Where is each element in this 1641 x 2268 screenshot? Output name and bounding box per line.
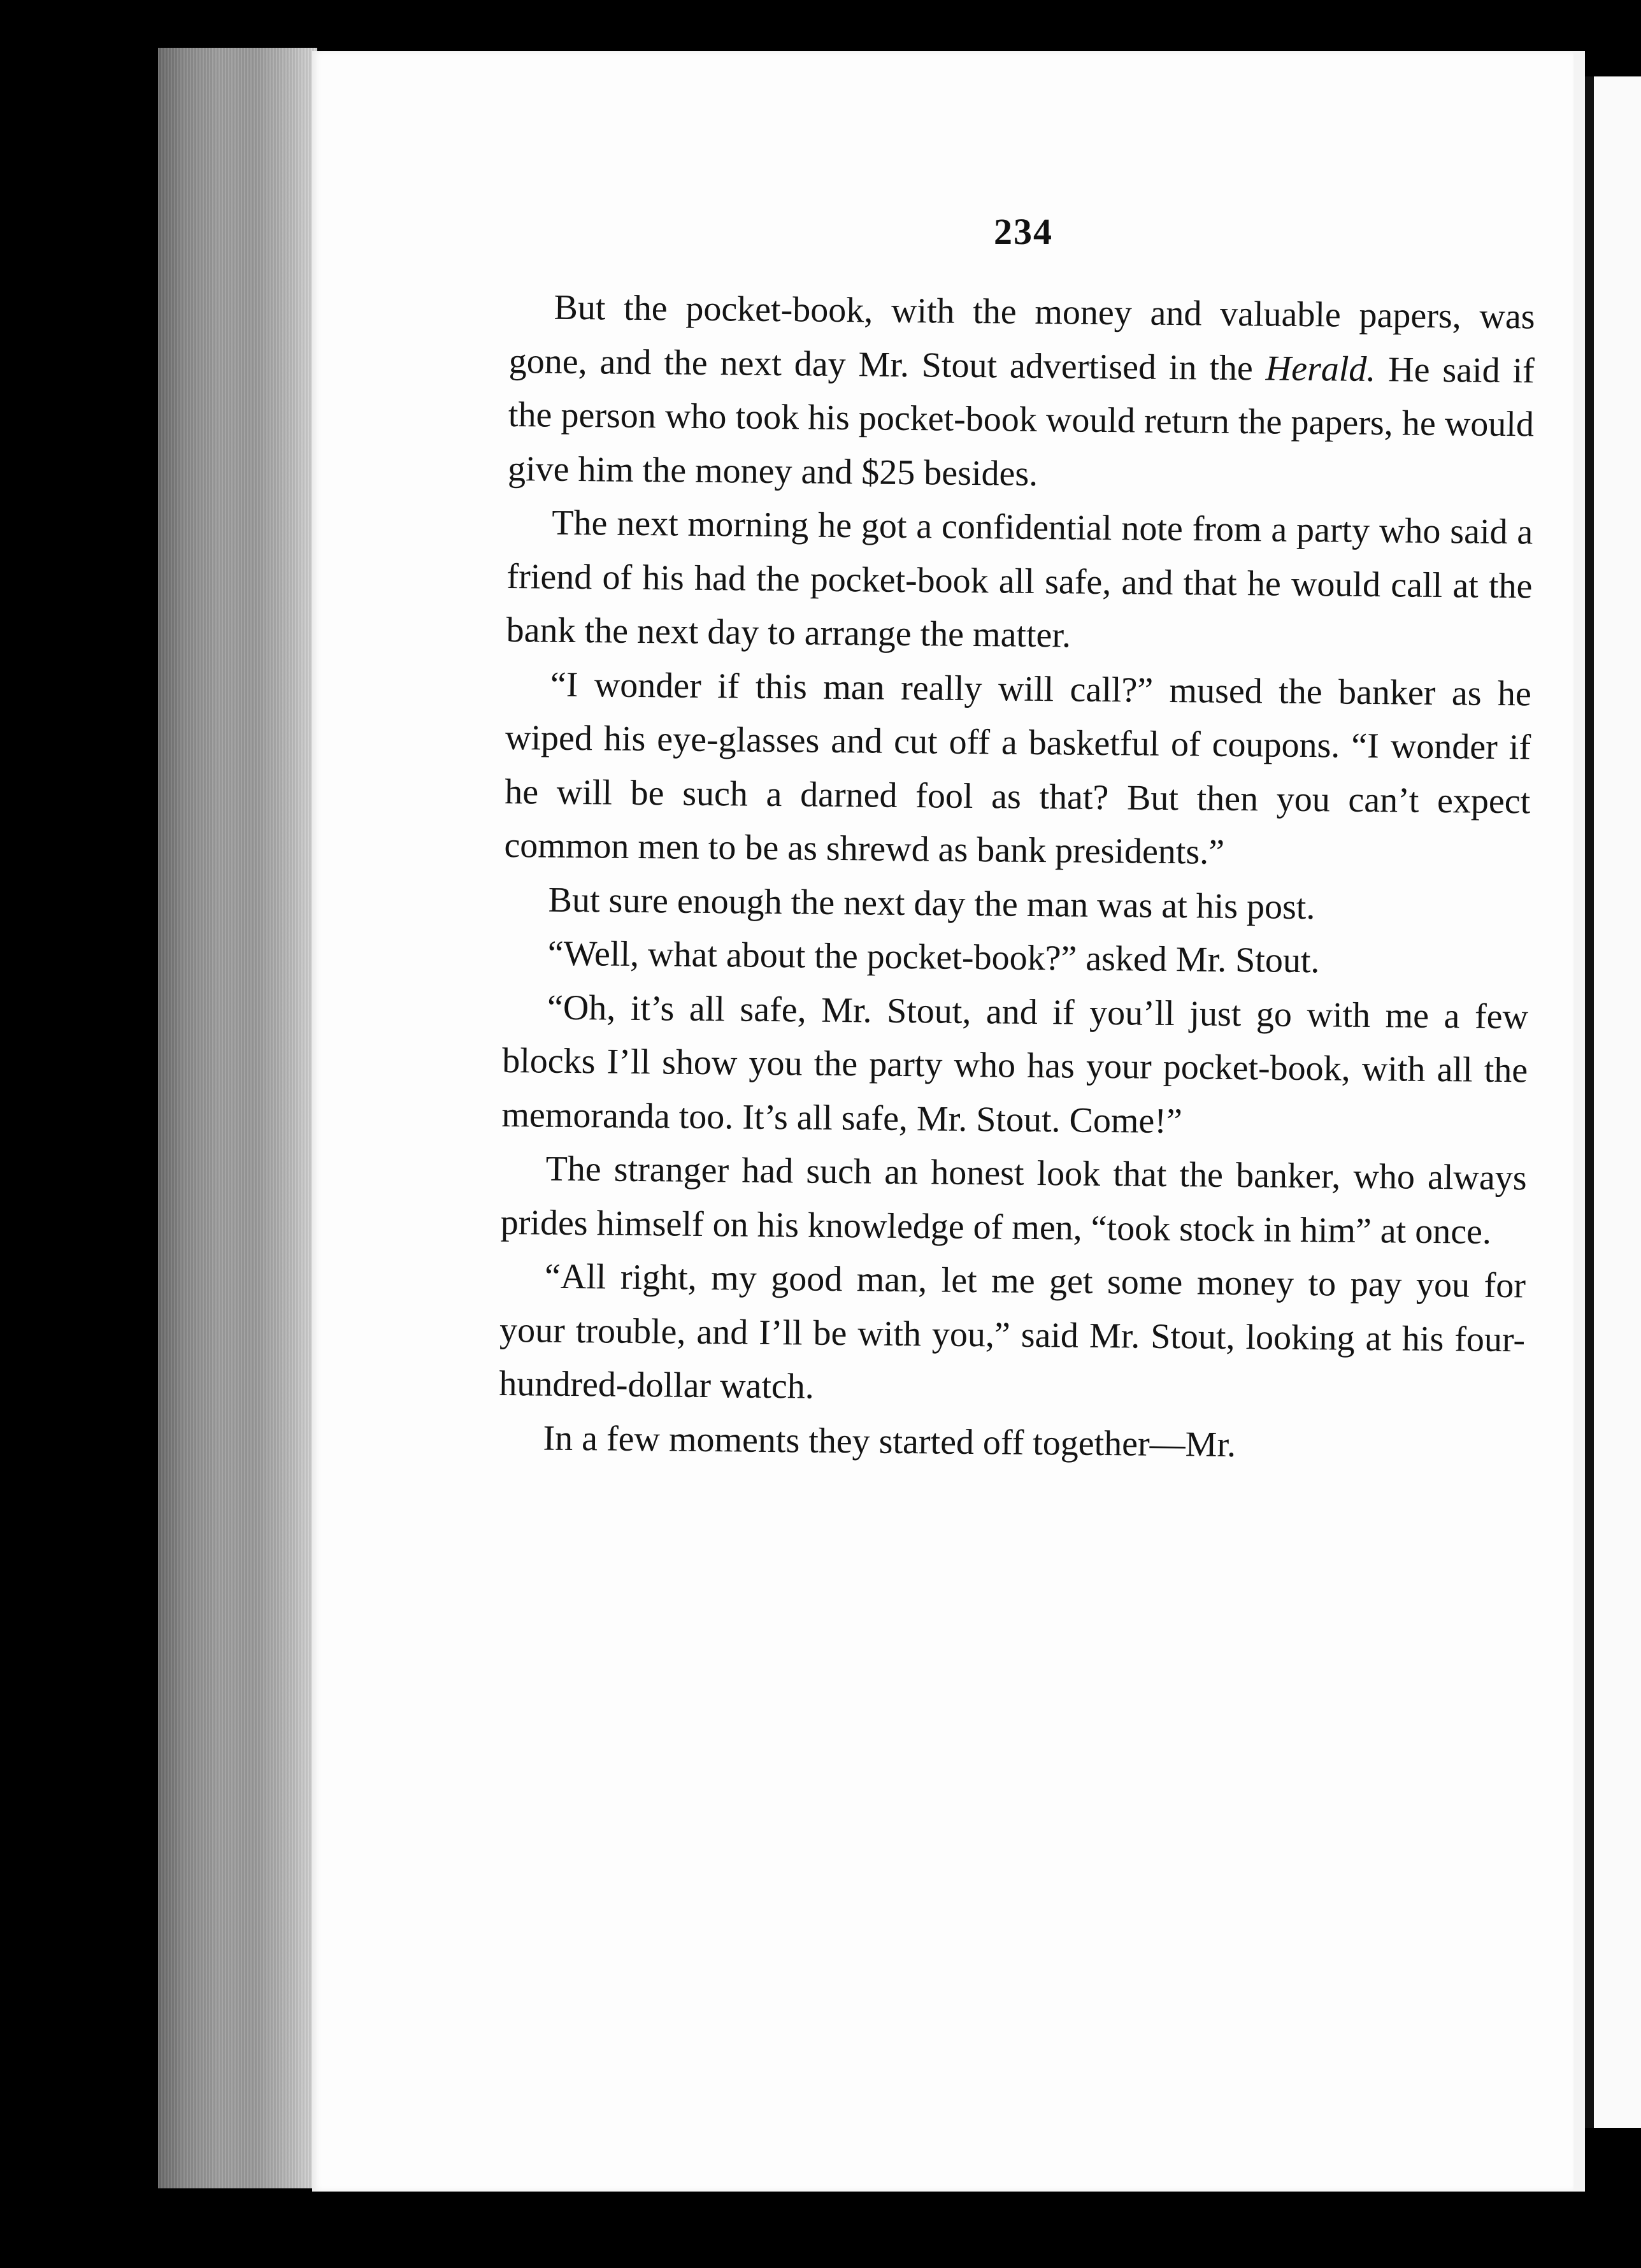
scan-left-background — [0, 0, 159, 2268]
paragraph: “I wonder if this man really will call?” mused the banker as he wiped his eye-glasses and cut off a basketful of coupons. “I wonder if he will be such a darned fool as that? But then you can’t expect common men to be as shrewd as bank presidents.” — [504, 664, 1532, 872]
page-right-margin — [1573, 51, 1585, 2192]
paragraph: “Oh, it’s all safe, Mr. Stout, and if you’ll just go with me a few blocks I’ll show you the party who has your pocket-book, with all the memoranda too. It’s all safe, Mr. Stout. Come!” — [501, 987, 1529, 1141]
paragraph: But sure enough the next day the man was at his post. — [548, 880, 1315, 927]
paragraph: The next morning he got a confidential note from a party who said a friend of his had the pocket-book all safe, and that he would call at the bank the next day to arrange the matter. — [506, 503, 1533, 656]
paragraph: In a few moments they started off together—Mr. — [543, 1418, 1236, 1465]
scan-top-border — [0, 0, 1641, 51]
paragraph: The stranger had such an honest look that the banker, who always prides himself on his knowledge of men, “took stock in him” at once. — [500, 1149, 1527, 1252]
facing-page-edge — [1594, 76, 1641, 2128]
page-number: 234 — [994, 211, 1053, 252]
newspaper-title: Herald. — [1265, 348, 1376, 389]
book-page-edges — [158, 48, 317, 2188]
book-gutter-shadow — [1585, 76, 1594, 2128]
paragraph-text: He said if the person who took his pocket-book would return the papers, he would give him the money and $25 besides. — [507, 349, 1535, 494]
paragraph — [508, 280, 1535, 505]
scan-bottom-border — [0, 2192, 1641, 2268]
page-body-text — [498, 280, 1535, 1474]
paragraph-text: But the pocket-book, with the money and valuable papers, was gone, and the next day Mr. Stout advertised in the — [508, 287, 1535, 388]
paragraph: “All right, my good man, let me get some money to pay you for your trouble, and I’ll be with you,” said Mr. Stout, looking at his four-hundred-dollar watch. — [499, 1256, 1526, 1407]
paragraph: “Well, what about the pocket-book?” asked Mr. Stout. — [547, 933, 1320, 981]
